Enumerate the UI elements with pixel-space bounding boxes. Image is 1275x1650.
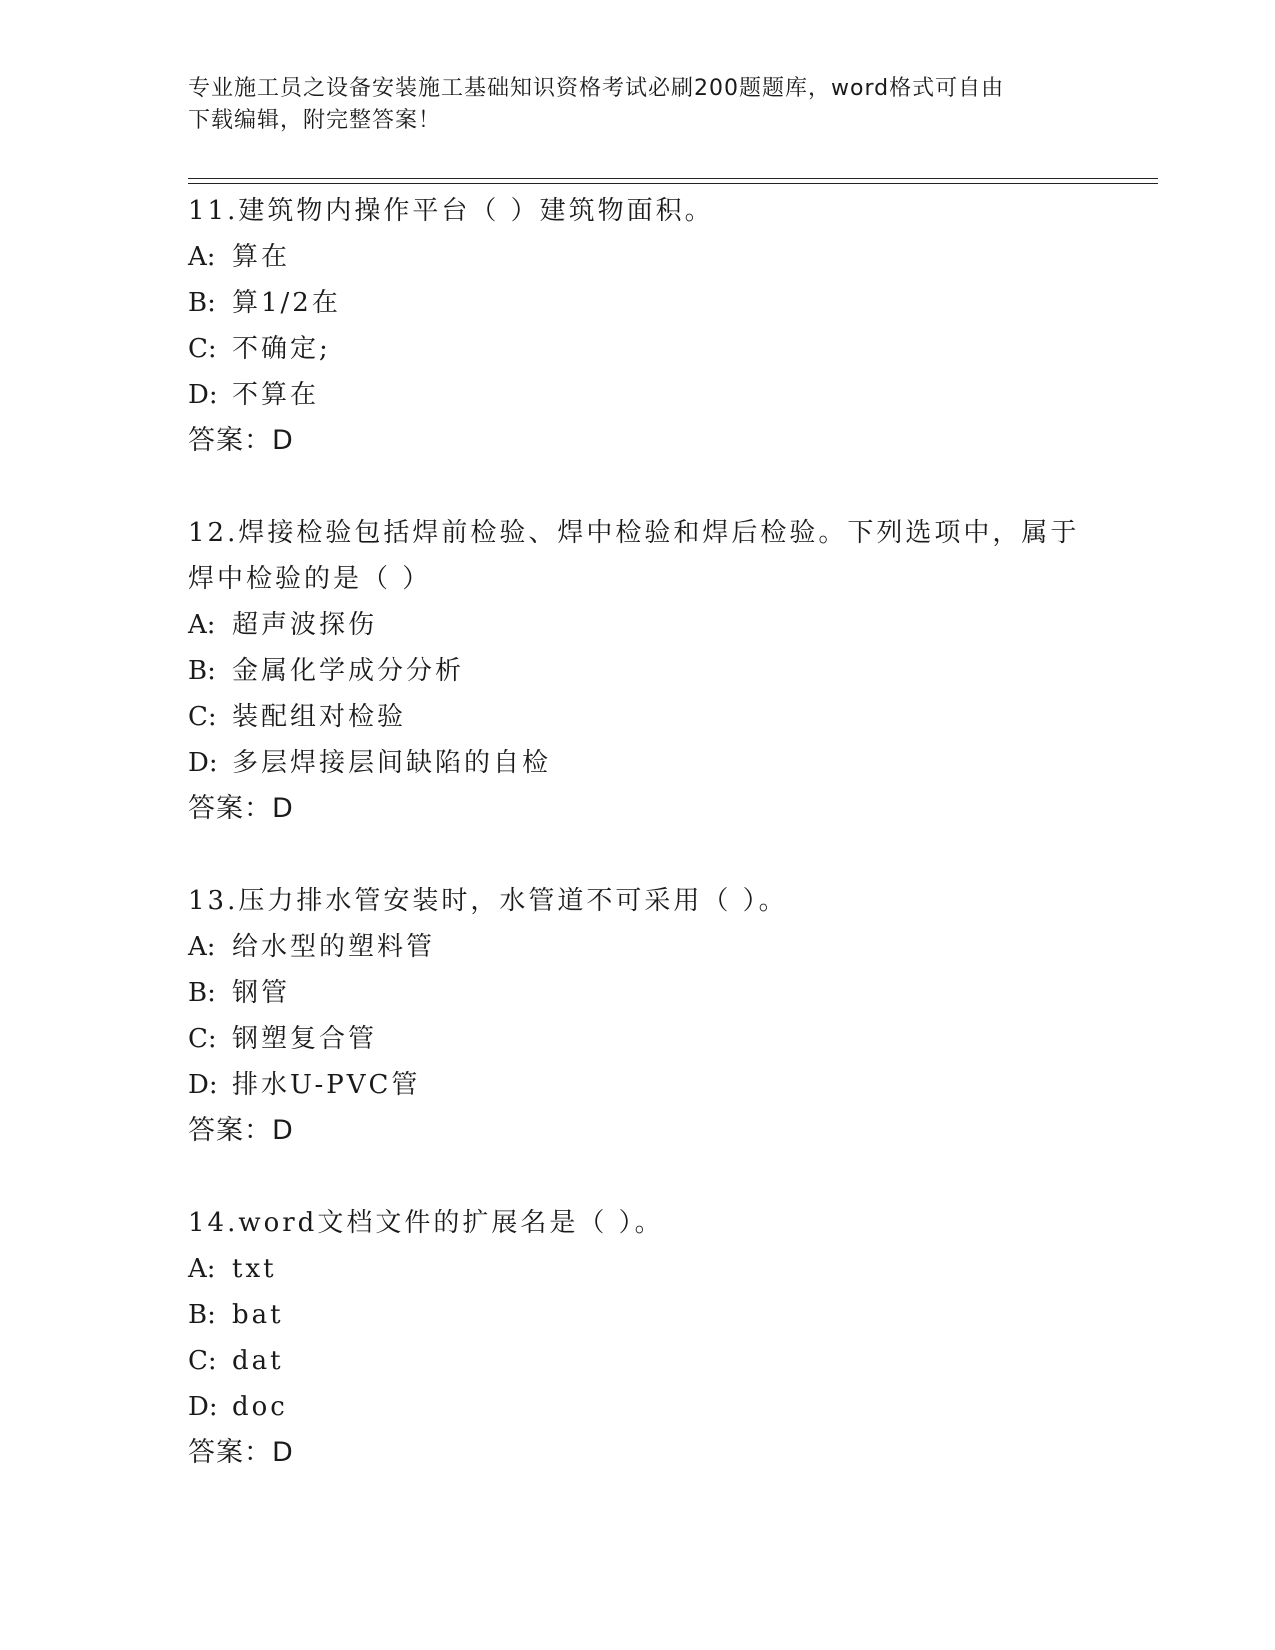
option-d [188, 740, 1088, 786]
question-12 [188, 510, 1088, 832]
option-text: doc [232, 1392, 288, 1422]
option-letter: D: [188, 1392, 218, 1422]
option-letter: C: [188, 1346, 217, 1376]
option-text: txt [232, 1254, 277, 1284]
question-list [188, 188, 1088, 1522]
option-b [188, 280, 1088, 326]
header-divider-top [188, 178, 1158, 179]
option-letter: B: [188, 288, 216, 318]
option-text: 钢塑复合管 [232, 1024, 378, 1054]
header-divider-bottom [188, 183, 1158, 184]
question-text-continued: 焊中检验的是（ ） [188, 564, 432, 594]
option-letter: D: [188, 748, 218, 778]
option-letter: A: [188, 242, 216, 272]
option-a [188, 602, 1088, 648]
option-text: 不确定; [232, 334, 331, 364]
option-d [188, 1384, 1088, 1430]
question-11 [188, 188, 1088, 464]
option-text: 给水型的塑料管 [232, 932, 436, 962]
option-text: 多层焊接层间缺陷的自检 [232, 748, 552, 778]
option-letter: C: [188, 334, 217, 364]
option-text: bat [232, 1300, 284, 1330]
option-c [188, 326, 1088, 372]
option-a [188, 1246, 1088, 1292]
question-text: 14.word文档文件的扩展名是（ ）。 [188, 1208, 664, 1238]
answer-label: 答案：D [188, 425, 294, 456]
option-letter: B: [188, 1300, 216, 1330]
option-d [188, 1062, 1088, 1108]
option-text: 算在 [232, 242, 291, 272]
option-b [188, 970, 1088, 1016]
option-letter: A: [188, 610, 216, 640]
option-text: 不算在 [232, 380, 320, 410]
answer-label: 答案：D [188, 1115, 294, 1146]
option-b [188, 1292, 1088, 1338]
option-text: 装配组对检验 [232, 702, 407, 732]
question-13 [188, 878, 1088, 1154]
option-letter: C: [188, 702, 217, 732]
question-text: 11.建筑物内操作平台（ ）建筑物面积。 [188, 196, 714, 226]
option-text: 金属化学成分分析 [232, 656, 465, 686]
option-letter: B: [188, 656, 216, 686]
option-text: 算1/2在 [232, 288, 341, 318]
option-text: 钢管 [232, 978, 291, 1008]
option-letter: C: [188, 1024, 217, 1054]
option-a [188, 924, 1088, 970]
option-letter: B: [188, 978, 216, 1008]
option-c [188, 694, 1088, 740]
option-letter: D: [188, 380, 218, 410]
header-line-1: 专业施工员之设备安装施工基础知识资格考试必刷200题题库，word格式可自由 [188, 76, 1005, 101]
option-letter: A: [188, 1254, 216, 1284]
option-c [188, 1016, 1088, 1062]
document-header [188, 73, 1088, 137]
option-text: dat [232, 1346, 284, 1376]
option-letter: D: [188, 1070, 218, 1100]
answer-label: 答案：D [188, 1437, 294, 1468]
option-text: 超声波探伤 [232, 610, 378, 640]
option-letter: A: [188, 932, 216, 962]
question-14 [188, 1200, 1088, 1476]
option-d [188, 372, 1088, 418]
header-line-2: 下载编辑，附完整答案！ [188, 108, 442, 133]
option-b [188, 648, 1088, 694]
question-text: 13.压力排水管安装时，水管道不可采用（ ）。 [188, 886, 788, 916]
answer-label: 答案：D [188, 793, 294, 824]
question-text: 12.焊接检验包括焊前检验、焊中检验和焊后检验。下列选项中，属于 [188, 518, 1080, 548]
option-text: 排水U-PVC管 [232, 1070, 421, 1100]
option-c [188, 1338, 1088, 1384]
option-a [188, 234, 1088, 280]
